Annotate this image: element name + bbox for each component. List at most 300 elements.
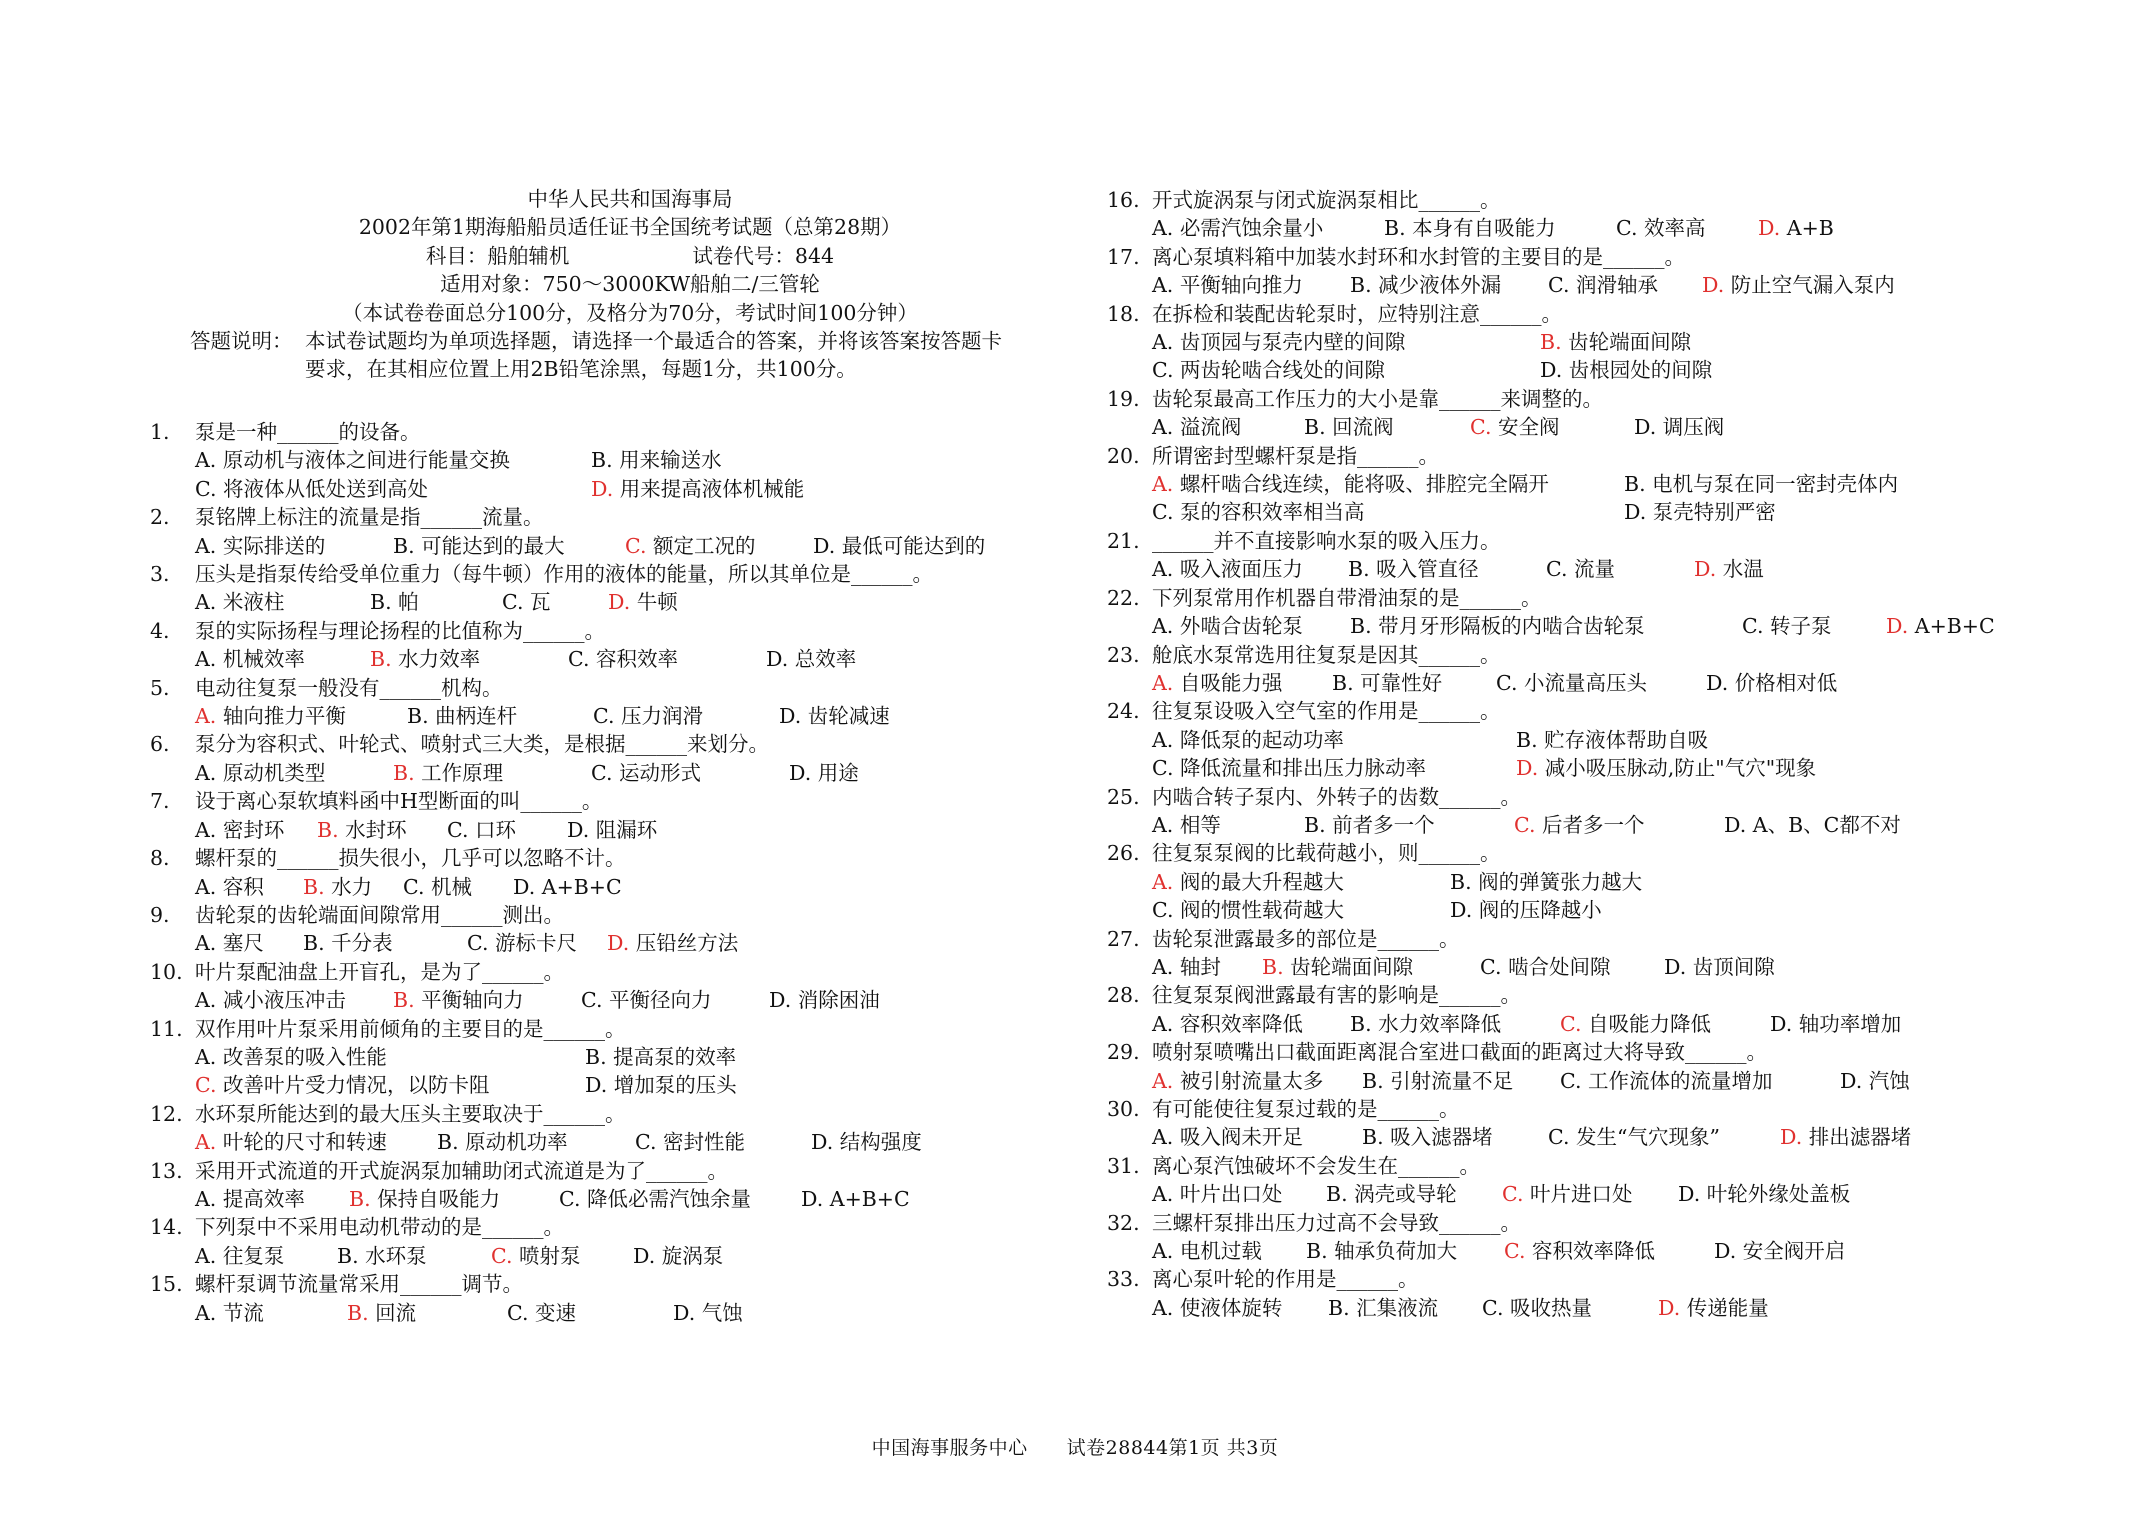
option-letter: C. (591, 760, 613, 785)
question-number: 26. (1107, 841, 1140, 866)
question-item (1107, 1152, 2067, 1209)
option (195, 1299, 347, 1327)
option-text: 本身有自吸能力 (1412, 216, 1556, 241)
option (1560, 1067, 1840, 1095)
question-number: 23. (1107, 642, 1140, 667)
option-row (150, 702, 1110, 730)
option (1840, 1067, 1910, 1095)
option-letter: C. (1548, 273, 1570, 298)
option-text: 容积效率降低 (1179, 1011, 1303, 1036)
option-text: 保持自吸能力 (377, 1186, 501, 1211)
option-correct (1152, 1067, 1362, 1095)
question-text: 压头是指泵传给受单位重力（每牛顿）作用的液体的能量，所以其单位是______。 (195, 562, 933, 587)
option (502, 588, 608, 616)
instructions-label: 答题说明： (190, 329, 293, 354)
option-letter: A. (1152, 273, 1174, 298)
option-letter: B. (370, 647, 392, 672)
option-letter: D. (1840, 1068, 1863, 1093)
option (1384, 214, 1616, 242)
option-letter: B. (1624, 472, 1646, 497)
exam-header (190, 185, 1070, 384)
option-text: 叶轮外缘处盖板 (1706, 1182, 1851, 1207)
option-letter: A. (195, 760, 217, 785)
option-letter: C. (1514, 812, 1536, 837)
option-letter: B. (1328, 1295, 1350, 1320)
option-letter: A. (195, 1300, 217, 1325)
option-letter: A. (195, 533, 217, 558)
option-letter: D. (1702, 273, 1725, 298)
question-text: 离心泵填料箱中加装水封环和水封管的主要目的是______。 (1152, 244, 1685, 269)
option-row (150, 532, 1110, 560)
option-text: 原动机类型 (222, 760, 326, 785)
option-text: 用来输送水 (619, 448, 722, 473)
option-text: 喷射泵 (519, 1243, 581, 1268)
question-number: 30. (1107, 1097, 1140, 1121)
question-number: 29. (1107, 1040, 1140, 1065)
question-text: 泵的实际扬程与理论扬程的比值称为______。 (195, 618, 605, 643)
option-letter: C. (403, 874, 425, 899)
option-text: 贮存液体帮助自吸 (1544, 727, 1709, 752)
option-letter: C. (593, 704, 615, 729)
question-stem (150, 1015, 1110, 1043)
option-text: 机械 (431, 874, 473, 899)
option (1664, 953, 1775, 981)
option-text: 齿轮减速 (807, 704, 890, 729)
question-stem (1107, 1095, 2067, 1123)
question-text: ______并不直接影响水泵的吸入压力。 (1152, 528, 1501, 553)
option (1678, 1180, 1850, 1208)
option-letter: B. (349, 1186, 371, 1211)
question-stem (150, 1270, 1110, 1298)
option-text: 水温 (1722, 557, 1764, 582)
option (567, 816, 657, 844)
option (585, 1071, 737, 1099)
option-text: 电机与泵在同一密封壳体内 (1652, 472, 1899, 497)
option-letter: A. (1152, 869, 1174, 894)
question-item (150, 503, 1110, 560)
option-letter: D. (1450, 898, 1473, 923)
option-letter: C. (1470, 415, 1492, 440)
question-number: 13. (150, 1158, 183, 1183)
option-text: 口环 (475, 817, 517, 842)
option-text: 米液柱 (222, 590, 285, 615)
question-stem (1107, 1038, 2067, 1066)
option-letter: C. (1742, 614, 1764, 639)
option-text: 水环泵 (365, 1243, 427, 1268)
option-letter: B. (393, 760, 415, 785)
option (1152, 1180, 1326, 1208)
question-item (150, 418, 1110, 503)
question-stem (150, 1157, 1110, 1185)
question-number: 28. (1107, 983, 1140, 1008)
option-letter: B. (1326, 1182, 1348, 1207)
option (195, 645, 370, 673)
question-number: 21. (1107, 528, 1140, 553)
option-text: 容积 (222, 874, 264, 899)
option-row (150, 1043, 1110, 1071)
question-stem (1107, 1209, 2067, 1237)
option-text: 容积效率降低 (1532, 1239, 1656, 1264)
question-item (1107, 697, 2067, 782)
option-row (150, 759, 1110, 787)
question-text: 水环泵所能达到的最大压头主要取决于______。 (195, 1101, 626, 1126)
option-letter: A. (195, 1186, 217, 1211)
option-letter: B. (437, 1130, 459, 1155)
option-row (150, 645, 1110, 673)
option-correct (1470, 413, 1634, 441)
option (1152, 356, 1540, 384)
option-letter: C. (1560, 1011, 1582, 1036)
question-number: 12. (150, 1101, 183, 1126)
option-letter: B. (1348, 557, 1370, 582)
option-letter: D. (673, 1300, 696, 1325)
option-text: 叶片进口处 (1530, 1182, 1633, 1207)
option (467, 929, 607, 957)
option-row (1107, 1123, 2067, 1151)
option-row (1107, 555, 2067, 583)
question-stem (1107, 1265, 2067, 1293)
question-stem (1107, 300, 2067, 328)
option-text: 溢流阀 (1179, 415, 1242, 440)
question-number: 4. (150, 618, 170, 643)
question-item (150, 1213, 1110, 1270)
question-text: 齿轮泵最高工作压力的大小是靠______来调整的。 (1152, 386, 1603, 411)
question-stem (1107, 186, 2067, 214)
option-text: 价格相对低 (1734, 670, 1838, 695)
option-correct (1516, 754, 1816, 782)
option-text: 牛顿 (636, 590, 678, 615)
question-number: 3. (150, 562, 170, 587)
option (407, 702, 593, 730)
option-text: 电机过载 (1179, 1239, 1262, 1264)
option-letter: B. (1304, 415, 1326, 440)
question-text: 设于离心泵软填料函中H型断面的叫______。 (195, 789, 603, 814)
question-item (150, 958, 1110, 1015)
option-letter: C. (195, 1073, 217, 1098)
option-letter: A. (1152, 954, 1174, 979)
question-stem (150, 560, 1110, 588)
option-letter: D. (1516, 756, 1539, 781)
option (1714, 1237, 1845, 1265)
question-text: 螺杆泵调节流量常采用______调节。 (195, 1272, 523, 1297)
option-letter: D. (813, 533, 836, 558)
option (1152, 498, 1624, 526)
option-correct (195, 1128, 437, 1156)
question-stem (150, 418, 1110, 446)
option-correct (393, 986, 581, 1014)
option (1724, 811, 1901, 839)
question-number: 19. (1107, 386, 1140, 411)
option-letter: B. (1332, 670, 1354, 695)
option-letter: B. (393, 988, 415, 1013)
option-letter: A. (1152, 812, 1174, 837)
instructions-line-1: 本试卷试题均为单项选择题，请选择一个最适合的答案，并将该答案按答题卡 (305, 329, 1002, 354)
option (1482, 1294, 1658, 1322)
option-text: 传递能量 (1686, 1295, 1769, 1320)
question-item (1107, 839, 2067, 924)
option (1304, 811, 1514, 839)
option-text: 小流量高压头 (1524, 670, 1648, 695)
option-letter: C. (447, 817, 469, 842)
option-row (1107, 726, 2067, 754)
option-letter: A. (1152, 1239, 1174, 1264)
option-text: 叶轮的尺寸和转速 (222, 1130, 387, 1155)
option-text: 齿轮端面间隙 (1568, 330, 1692, 355)
option-row (1107, 470, 2067, 498)
question-text: 有可能使往复泵过载的是______。 (1152, 1097, 1460, 1121)
option-text: 消除困油 (797, 988, 880, 1013)
option-row (150, 816, 1110, 844)
option (195, 929, 303, 957)
option-text: 千分表 (331, 931, 393, 956)
option-text: 效率高 (1644, 216, 1706, 241)
option-text: 工作原理 (421, 760, 504, 785)
question-text: 采用开式流道的开式旋涡泵加辅助闭式流道是为了______。 (195, 1158, 728, 1183)
question-number: 22. (1107, 585, 1140, 610)
option-row (1107, 1067, 2067, 1095)
option-letter: B. (1262, 954, 1284, 979)
option-correct (1152, 669, 1332, 697)
option-letter: D. (567, 817, 590, 842)
question-item (1107, 1209, 2067, 1266)
option-text: 前者多一个 (1332, 812, 1435, 837)
option-text: 轴承负荷加大 (1334, 1239, 1458, 1264)
option (195, 446, 591, 474)
option (1624, 498, 1776, 526)
option-letter: A. (1152, 1182, 1174, 1207)
option-correct (1702, 271, 1895, 299)
option-text: 减小吸压脉动,防止"气穴"现象 (1544, 756, 1817, 781)
option-row (1107, 1237, 2067, 1265)
option-row (150, 1242, 1110, 1270)
option-text: 回流阀 (1332, 415, 1394, 440)
option-letter: C. (1504, 1239, 1526, 1264)
option-text: 旋涡泵 (661, 1243, 724, 1268)
option-letter: A. (1152, 216, 1174, 241)
question-item (1107, 300, 2067, 385)
option-text: A+B+C (829, 1186, 910, 1211)
option-letter: D. (1770, 1011, 1793, 1036)
option-letter: D. (1706, 670, 1729, 695)
question-number: 6. (150, 732, 170, 757)
option-text: 最低可能达到的 (841, 533, 986, 558)
question-item (1107, 1265, 2067, 1322)
option-row (1107, 271, 2067, 299)
option-correct (607, 929, 738, 957)
option-text: 增加泵的压头 (613, 1073, 737, 1098)
option-text: 回流 (375, 1300, 417, 1325)
option-letter: C. (1152, 358, 1174, 383)
option-letter: C. (1482, 1295, 1504, 1320)
option-letter: C. (502, 590, 524, 615)
option-letter: B. (337, 1243, 359, 1268)
option (1480, 953, 1664, 981)
option-text: 帕 (398, 590, 419, 615)
option (1742, 612, 1886, 640)
option (673, 1299, 743, 1327)
option (568, 645, 766, 673)
option (1306, 1237, 1504, 1265)
option-text: 发生“气穴现象” (1576, 1125, 1720, 1150)
option-row (1107, 1010, 2067, 1038)
option (1152, 1237, 1306, 1265)
option-text: 平衡轴向力 (421, 988, 524, 1013)
option-text: 转子泵 (1770, 614, 1832, 639)
option-text: 节流 (222, 1300, 264, 1325)
question-item (150, 1157, 1110, 1214)
option-text: 降低泵的起动功率 (1179, 727, 1344, 752)
option (1546, 555, 1694, 583)
option-text: 润滑轴承 (1576, 273, 1659, 298)
option (1516, 726, 1708, 754)
question-number: 7. (150, 789, 170, 814)
question-stem (150, 787, 1110, 815)
option (303, 929, 467, 957)
option-text: 吸入液面压力 (1179, 557, 1303, 582)
option-row (1107, 214, 2067, 242)
option-text: 平衡轴向推力 (1179, 273, 1303, 298)
question-text: 往复泵泵阀的比载荷越小，则______。 (1152, 841, 1501, 866)
option-text: 带月牙形隔板的内啮合齿轮泵 (1378, 614, 1645, 639)
option-letter: C. (581, 988, 603, 1013)
question-stem (150, 844, 1110, 872)
option (403, 873, 513, 901)
option-text: 排出滤器堵 (1808, 1125, 1912, 1150)
option-letter: D. (789, 760, 812, 785)
option-text: 啮合处间隙 (1508, 954, 1611, 979)
option (1348, 555, 1546, 583)
option-text: 气蚀 (701, 1300, 743, 1325)
option-letter: D. (1540, 358, 1563, 383)
option-letter: A. (1152, 1295, 1174, 1320)
question-number: 20. (1107, 443, 1140, 468)
question-item (1107, 641, 2067, 698)
option (195, 1043, 585, 1071)
option-letter: B. (1384, 216, 1406, 241)
question-number: 5. (150, 675, 170, 700)
question-item (1107, 527, 2067, 584)
option-letter: C. (1152, 898, 1174, 923)
option-text: 泵壳特别严密 (1652, 500, 1776, 525)
question-number: 17. (1107, 244, 1140, 269)
option-letter: C. (491, 1243, 513, 1268)
option-text: 实际排送的 (222, 533, 326, 558)
question-item (1107, 442, 2067, 527)
option-letter: A. (1152, 727, 1174, 752)
question-stem (1107, 442, 2067, 470)
option (195, 1242, 337, 1270)
option (1362, 1067, 1560, 1095)
option-letter: B. (1540, 330, 1562, 355)
option (1152, 1123, 1362, 1151)
option-row (150, 1128, 1110, 1156)
option-letter: B. (1362, 1068, 1384, 1093)
question-stem (1107, 839, 2067, 867)
option-text: 密封环 (222, 817, 285, 842)
question-text: 开式旋涡泵与闭式旋涡泵相比______。 (1152, 188, 1501, 212)
option-letter: A. (1152, 1068, 1174, 1093)
question-stem (150, 958, 1110, 986)
question-stem (1107, 385, 2067, 413)
question-item (150, 617, 1110, 674)
option-text: 容积效率 (596, 647, 679, 672)
option-text: 水力 (331, 874, 373, 899)
option-row (1107, 868, 2067, 896)
option-text: A+B+C (1914, 614, 1995, 639)
option (195, 532, 393, 560)
option (1152, 214, 1384, 242)
option-letter: B. (407, 704, 429, 729)
option-correct (1694, 555, 1764, 583)
option-row (1107, 1180, 2067, 1208)
option-correct (1658, 1294, 1769, 1322)
option (513, 873, 622, 901)
option (1450, 868, 1642, 896)
option-letter: A. (195, 988, 217, 1013)
question-item (1107, 1095, 2067, 1152)
option-letter: D. (633, 1243, 656, 1268)
option-text: 齿轮端面间隙 (1290, 954, 1414, 979)
option-correct (1886, 612, 1995, 640)
option (1624, 470, 1898, 498)
option (1332, 669, 1496, 697)
option (581, 986, 769, 1014)
option-text: 平衡径向力 (609, 988, 712, 1013)
option-text: 将液体从低处送到高处 (223, 476, 429, 501)
option-text: 阀的惯性载荷越大 (1180, 898, 1345, 923)
question-number: 31. (1107, 1153, 1140, 1178)
option (1362, 1123, 1548, 1151)
question-text: 齿轮泵泄露最多的部位是______。 (1152, 926, 1460, 951)
question-stem (1107, 527, 2067, 555)
option-letter: C. (1546, 557, 1568, 582)
question-item (150, 901, 1110, 958)
option-letter: A. (1152, 614, 1174, 639)
question-number: 11. (150, 1016, 183, 1041)
option-text: 吸入滤器堵 (1390, 1125, 1493, 1150)
option-row (150, 929, 1110, 957)
option-row (1107, 754, 2067, 782)
option (1152, 413, 1304, 441)
option (1152, 953, 1262, 981)
option (1152, 726, 1516, 754)
option (1152, 754, 1516, 782)
question-item (1107, 584, 2067, 641)
option (1616, 214, 1758, 242)
option-letter: A. (195, 1044, 217, 1069)
option (559, 1185, 801, 1213)
option-correct (349, 1185, 559, 1213)
option-text: 工作流体的流量增加 (1588, 1068, 1773, 1093)
option-correct (1758, 214, 1834, 242)
option (789, 759, 859, 787)
question-item (1107, 385, 2067, 442)
option (1350, 271, 1548, 299)
option (195, 588, 370, 616)
option-row (150, 1185, 1110, 1213)
question-text: 叶片泵配油盘上开盲孔，是为了______。 (195, 959, 564, 984)
option-letter: C. (1616, 216, 1638, 241)
option-letter: A. (195, 704, 217, 729)
option-text: 被引射流量太多 (1179, 1068, 1324, 1093)
option (811, 1128, 922, 1156)
question-text: 离心泵叶轮的作用是______。 (1152, 1267, 1419, 1292)
option-text: 泵的容积效率相当高 (1180, 500, 1365, 525)
option-text: 减小液压冲击 (222, 988, 346, 1013)
option-text: 安全阀 (1498, 415, 1560, 440)
option (779, 702, 890, 730)
option-text: 用途 (817, 760, 859, 785)
